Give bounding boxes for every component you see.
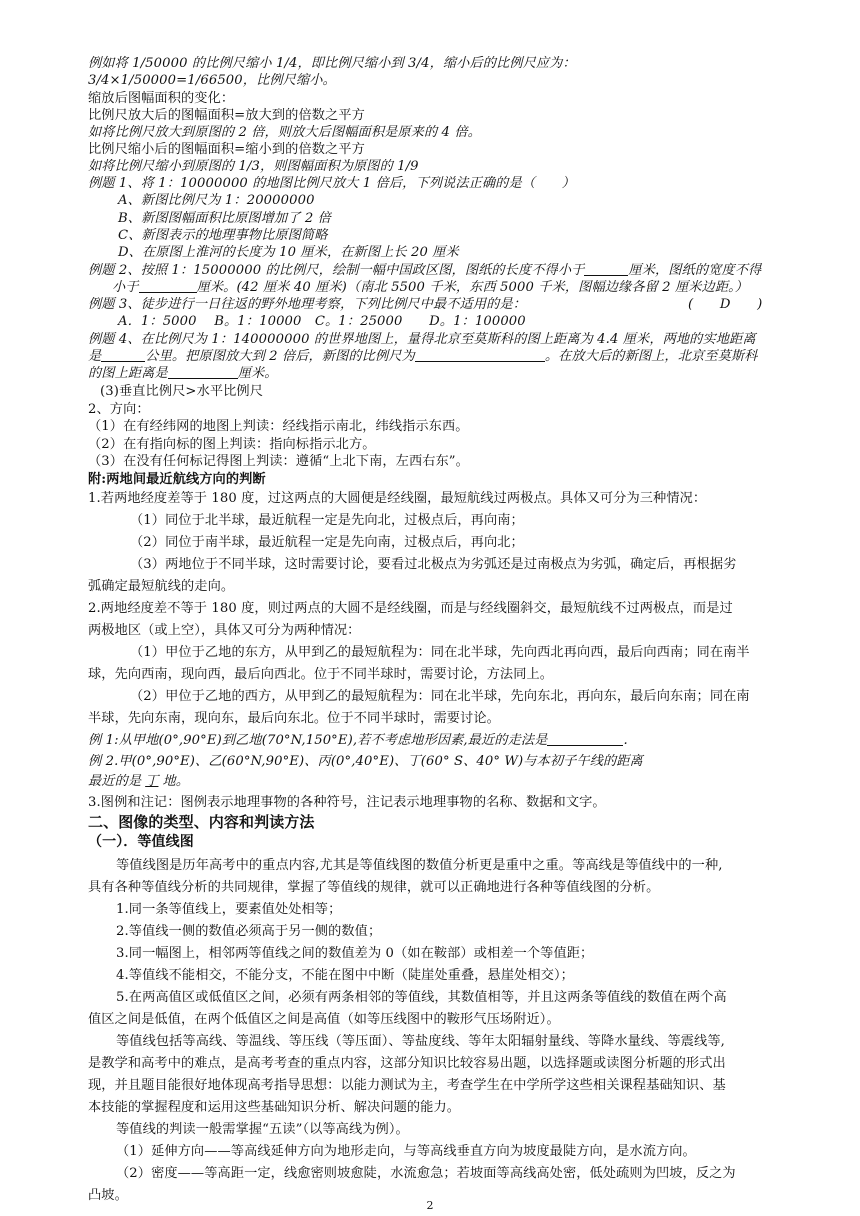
text-line: 如将比例尺缩小到原图的 1/3，则图幅面积为原图的 1/9 (88, 159, 419, 174)
text-line: 等值线的判读一般需掌握“五读”（以等高线为例）。 (116, 1122, 409, 1137)
answer-blank (584, 263, 628, 276)
answer-blank (415, 349, 545, 362)
text-line: （2）密度——等高距一定，线愈密则坡愈陡，水流愈急；若坡面等高线高处密，低处疏则为凹坡，反之为 (116, 1166, 736, 1181)
text-line: 2.两地经度差不等于 180 度，则过两点的大圆不是经线圈，而是与经线圈斜交，最短航线不过两极点，而是过 (88, 601, 733, 616)
text-line: 例如将 1/50000 的比例尺缩小 1/4，即比例尺缩小到 3/4，缩小后的比例尺应为： (88, 56, 576, 71)
example-3-options: A．1：5000 B。1：10000 C。1：25000 D。1：100000 (118, 314, 526, 329)
text-line: 比例尺放大后的图幅面积=放大到的倍数之平方 (88, 108, 365, 123)
text-line: 比例尺缩小后的图幅面积=缩小到的倍数之平方 (88, 142, 365, 157)
text-line: 如将比例尺放大到原图的 2 倍，则放大后图幅面积是原来的 4 倍。 (88, 125, 481, 140)
answer-blank (139, 280, 197, 293)
example-3-question: 例题 3、徒步进行一日往返的野外地理考察，下列比例尺中最不适用的是： ( D ) (88, 297, 763, 312)
text-line: 两极地区（或上空），具体又可分为两种情况： (88, 623, 361, 638)
example-1-question: 例题 1、将 1：10000000 的地图比例尺放大 1 倍后，下列说法正确的是（ ） (88, 176, 575, 191)
example-2b-question: 例 2.甲(0°,90°E)、乙(60°N,90°E)、丙(0°,40°E)、丁(60° S、40° W)与本初子午线的距离 (88, 754, 643, 769)
text-line: （1）同位于北半球，最近航程一定是先向北，过极点后，再向南； (130, 513, 524, 528)
text-line: 缩放后图幅面积的变化： (88, 91, 235, 106)
text-line: 等值线图是历年高考中的重点内容,尤其是等值线图的数值分析更是重中之重。等高线是等值线中的一种, (116, 858, 723, 873)
text-line: （1）甲位于乙地的东方，从甲到乙的最短航程为：同在北半球，先向西北再向西，最后向西南；同在南半 (130, 645, 750, 660)
rule-item: 2.等值线一侧的数值必须高于另一侧的数值； (116, 924, 382, 939)
rule-item: 4.等值线不能相交，不能分支，不能在图中中断（陡崖处重叠，悬崖处相交）； (116, 968, 574, 983)
text-line: 是教学和高考中的难点，是高考考查的重点内容，这部分知识比较容易出题，以选择题或读图分析题的形式出 (88, 1056, 726, 1071)
text-line: 半球，先向东南，现向东，最后向东北。位于不同半球时，需要讨论。 (88, 711, 500, 726)
example-4-question-cont2: 的图上距离是 厘米。 (88, 366, 278, 381)
example-1-option-c: C、新图表示的地理事物比原图简略 (118, 228, 328, 243)
example-4-question-cont: 是 公里。把原图放大到 2 倍后，新图的比例尺为 。在放大后的新图上，北京至莫斯科 (88, 349, 758, 364)
text-line: （3）两地位于不同半球，这时需要讨论，要看过北极点为劣弧还是过南极点为劣弧，确定后，再根据劣 (130, 557, 737, 572)
text-line: (3)垂直比例尺>水平比例尺 (100, 384, 264, 399)
text-line: （2）在有指向标的图上判读：指向标指示北方。 (88, 437, 376, 452)
answer-blank (547, 733, 623, 746)
answer-blank (101, 349, 145, 362)
text-line: （2）甲位于乙地的西方，从甲到乙的最短航程为：同在北半球，先向东北，再向东，最后向东南；同在南 (130, 689, 750, 704)
text-line: 等值线包括等高线、等温线、等压线（等压面）、等盐度线、等年太阳辐射量线、等降水量线、等震线等, (116, 1034, 725, 1049)
section-heading: 2、方向： (88, 402, 150, 417)
rule-item: 5.在两高值区或低值区之间，必须有两条相邻的等值线，其数值相等，并且这两条等值线的数值在两个高 (116, 990, 727, 1005)
example-1-option-b: B、新图图幅面积比原图增加了 2 倍 (118, 211, 331, 226)
text-line: 3/4×1/50000=1/66500，比例尺缩小。 (88, 73, 336, 88)
text-line: 球，先向西南，现向西，最后向西北。位于不同半球时，需要讨论，方法同上。 (88, 667, 554, 682)
example-2-question: 例题 2、按照 1：15000000 的比例尺，绘制一幅中国政区图，图纸的长度不得小于 厘米，图纸的宽度不得 (88, 263, 762, 278)
example-2b-answer: 丁 (145, 774, 159, 789)
text-line: （2）同位于南半球，最近航程一定是先向南，过极点后，再向北； (130, 535, 524, 550)
text-line: 现，并且题目能很好地体现高考指导思想：以能力测试为主，考查学生在中学所学这些相关课程基础知识、基 (88, 1078, 726, 1093)
example-1-option-d: D、在原图上淮河的长度为 10 厘米，在新图上长 20 厘米 (118, 245, 459, 260)
appendix-heading: 附:两地间最近航线方向的判断 (88, 472, 266, 487)
text-line: 弧确定最短航线的走向。 (88, 579, 235, 594)
rule-item: 3.同一幅图上，相邻两等值线之间的数值差为 0（如在鞍部）或相差一个等值距； (116, 946, 594, 961)
text-line: 值区之间是低值，在两个低值区之间是高值（如等压线图中的鞍形气压场附近）。 (88, 1012, 560, 1027)
text-line: 1.若两地经度差等于 180 度，过这两点的大圆便是经线圈，最短航线过两极点。具体又可分为三种情况： (88, 491, 707, 506)
example-3-answer: ( D ) (688, 297, 763, 312)
text-line: （1）在有经纬网的地图上判读：经线指示南北，纬线指示东西。 (88, 419, 469, 434)
answer-blank (168, 366, 238, 379)
subsection-title: （一）．等值线图 (88, 834, 194, 850)
text-line: （3）在没有任何标记得图上判读：遵循“上北下南，左西右东”。 (88, 454, 469, 469)
text-line: 本技能的掌握程度和运用这些基础知识分析、解决问题的能力。 (88, 1100, 461, 1115)
text-line: 凸坡。 (88, 1188, 128, 1203)
rule-item: 1.同一条等值线上，要素值处处相等； (116, 902, 342, 917)
example-2-question-cont: 小于 厘米。(42 厘米 40 厘米)（南北 5500 千米，东西 5000 千米，图幅边缘各留 2 厘米边距。） (112, 280, 749, 295)
section-title: 二、图像的类型、内容和判读方法 (88, 813, 315, 831)
example-1b-question: 例 1:从甲地(0°,90°E)到乙地(70°N,150°E),若不考虑地形因素,最近的走法是 . (88, 733, 628, 748)
text-line: 具有各种等值线分析的共同规律，掌握了等值线的规律，就可以正确地进行各种等值线图的分析。 (88, 880, 660, 895)
text-line: 3.图例和注记：图例表示地理事物的各种符号，注记表示地理事物的名称、数据和文字。 (88, 795, 606, 810)
example-2b-answer-line: 最近的是 丁 地。 (88, 774, 190, 789)
example-4-question: 例题 4、在比例尺为 1：140000000 的世界地图上，量得北京至莫斯科的图上距离为 4.4 厘米，两地的实地距离 (88, 332, 756, 347)
text-line: （1）延伸方向——等高线延伸方向为地形走向，与等高线垂直方向为坡度最陡方向，是水流方向。 (116, 1144, 696, 1159)
page-number: 2 (426, 1199, 434, 1212)
example-1-option-a: A、新图比例尺为 1：20000000 (118, 193, 315, 208)
